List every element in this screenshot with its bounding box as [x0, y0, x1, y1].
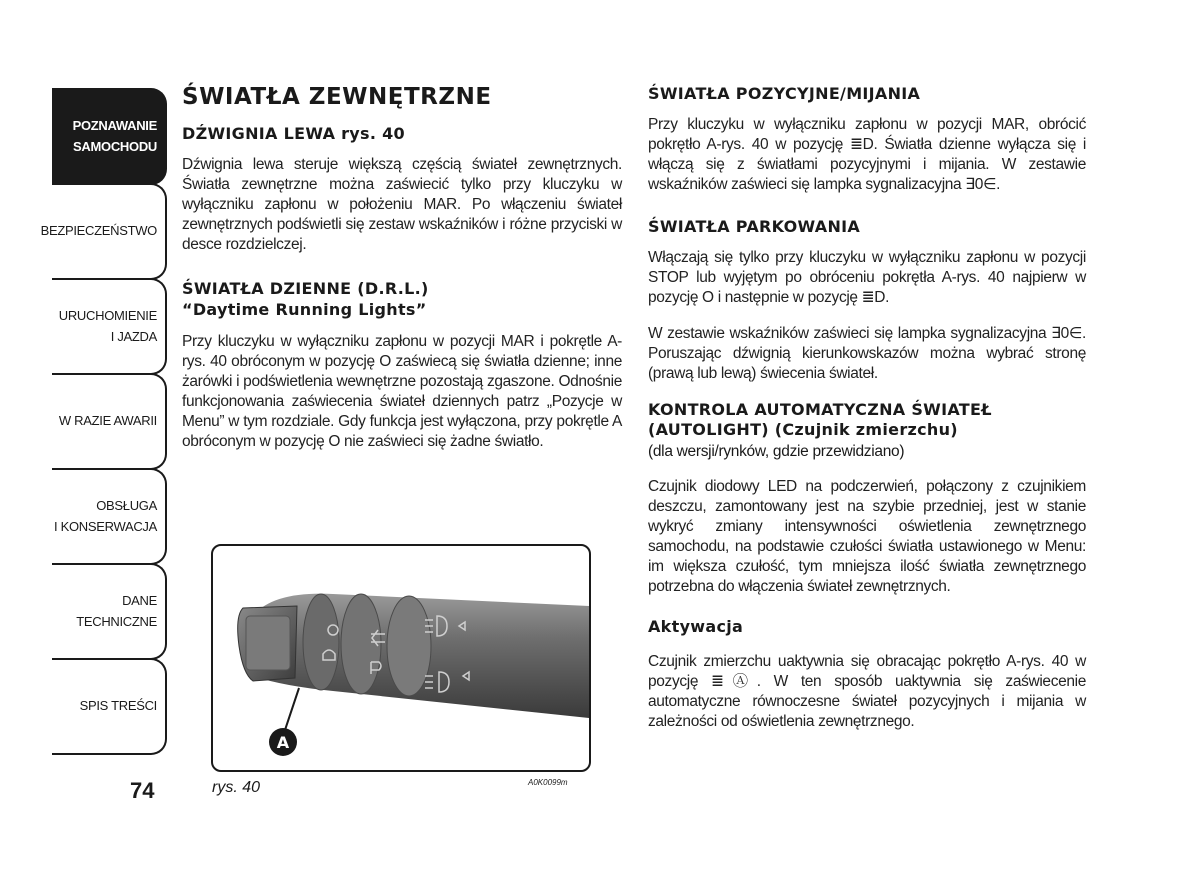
tab-bezpieczenstwo[interactable]: BEZPIECZEŃSTWO: [52, 183, 167, 280]
tab-uruchomienie-i-jazda[interactable]: URUCHOMIENIE I JAZDA: [52, 278, 167, 375]
right-column: [648, 84, 1086, 748]
figure-lever-illustration: [211, 544, 591, 772]
section-tabs: [40, 88, 167, 755]
tab-dane-techniczne[interactable]: DANE TECHNICZNE: [52, 563, 167, 660]
paragraph-position-lights: Przy kluczyku w wyłączniku zapłonu w pozycji MAR, obrócić pokrętło A-rys. 40 w pozycję ≣D. Światła dzienne wyłącza się i włączą się z światłami pozycyjnymi i mijania. W zestawie wskaźników zaświeci się lampka sygnalizacyjna ∃0∈.: [648, 115, 1086, 193]
tab-poznawanie-samochodu[interactable]: POZNAWANIE SAMOCHODU: [52, 88, 167, 185]
heading-autolight-line1: KONTROLA AUTOMATYCZNA ŚWIATEŁ: [648, 399, 992, 419]
lever-illustration: [213, 546, 589, 770]
paragraph-drl: Przy kluczyku w wyłączniku zapłonu w pozycji MAR i pokrętle A-rys. 40 obróconym w pozycję O zaświecą się światła dzienne; inne żarówki i podświetlenia wewnętrzne pozostają zgaszone. Odnośnie funkcjonowania zaświecenia świateł dziennych patrz „Pozycje w Menu” w tym rozdziale. Gdy funkcja jest wyłączona, przy pokrętle A obróconym w pozycję O nie zaświeci się żadne światło.: [182, 333, 622, 451]
heading-position-lights: ŚWIATŁA POZYCYJNE/MIJANIA: [648, 84, 921, 103]
page-title: ŚWIATŁA ZEWNĘTRZNE: [182, 84, 492, 110]
paragraph-activation: Czujnik zmierzchu uaktywnia się obracając pokrętło A-rys. 40 w pozycję ≣Ⓐ. W ten sposób uaktywnia się zaświecenie automatyczne równoczesne świateł pozycyjnych i mijania w zależności od oświetlenia zewnętrznego.: [648, 652, 1086, 730]
paragraph-autolight: Czujnik diodowy LED na podczerwień, połączony z czujnikiem deszczu, zamontowany jest na szybie przedniej, jest w stanie wykryć zmiany intensywności oświetlenia zewnętrznego samochodu, na podstawie czułości światła ustawionego w Menu: im większa czułość, tym mniejsza ilość światła zewnętrznego potrzebna do włączenia świateł zewnętrznych.: [648, 478, 1086, 596]
callout-a-label: A: [276, 733, 290, 752]
paragraph-parking-lights-1: Włączają się tylko przy kluczyku w wyłączniku zapłonu w pozycji STOP lub wyjętym po obróceniu pokrętła A-rys. 40 najpierw w pozycję O i następnie w pozycję ≣D.: [648, 248, 1086, 306]
heading-autolight-line2: (AUTOLIGHT) (Czujnik zmierzchu): [648, 420, 958, 440]
heading-autolight: [648, 400, 1086, 442]
heading-drl-line2: “Daytime Running Lights”: [182, 299, 427, 319]
tab-w-razie-awarii[interactable]: W RAZIE AWARII: [52, 373, 167, 470]
tab-spis-tresci[interactable]: SPIS TREŚCI: [52, 658, 167, 755]
figure-caption: rys. 40: [212, 779, 261, 796]
heading-parking-lights: ŚWIATŁA PARKOWANIA: [648, 216, 861, 236]
heading-activation: Aktywacja: [648, 617, 744, 637]
figure-code: A0K0099m: [528, 778, 568, 787]
left-column: [182, 84, 622, 468]
heading-drl: [182, 279, 622, 321]
page-number: 74: [130, 778, 155, 803]
paragraph-left-lever: Dźwignia lewa steruje większą częścią świateł zewnętrznych. Światła zewnętrzne można zaświecić tylko przy kluczyku w wyłączniku zapłonu w położeniu MAR. Po włączeniu świateł zewnętrznych podświetli się zestaw wskaźników i różne przyciski w desce rozdzielczej.: [182, 155, 622, 253]
tab-obsluga-i-konserwacja[interactable]: OBSŁUGA I KONSERWACJA: [52, 468, 167, 565]
autolight-availability-note: (dla wersji/rynków, gdzie przewidziano): [648, 443, 905, 461]
heading-left-lever: DŹWIGNIA LEWA rys. 40: [182, 124, 405, 143]
paragraph-parking-lights-2: W zestawie wskaźników zaświeci się lampka sygnalizacyjna ∃0∈. Poruszając dźwignią kierunkowskazów można wybrać stronę (prawą lub lewą) świecenia świateł.: [648, 324, 1086, 382]
heading-drl-line1: ŚWIATŁA DZIENNE (D.R.L.): [182, 278, 429, 298]
